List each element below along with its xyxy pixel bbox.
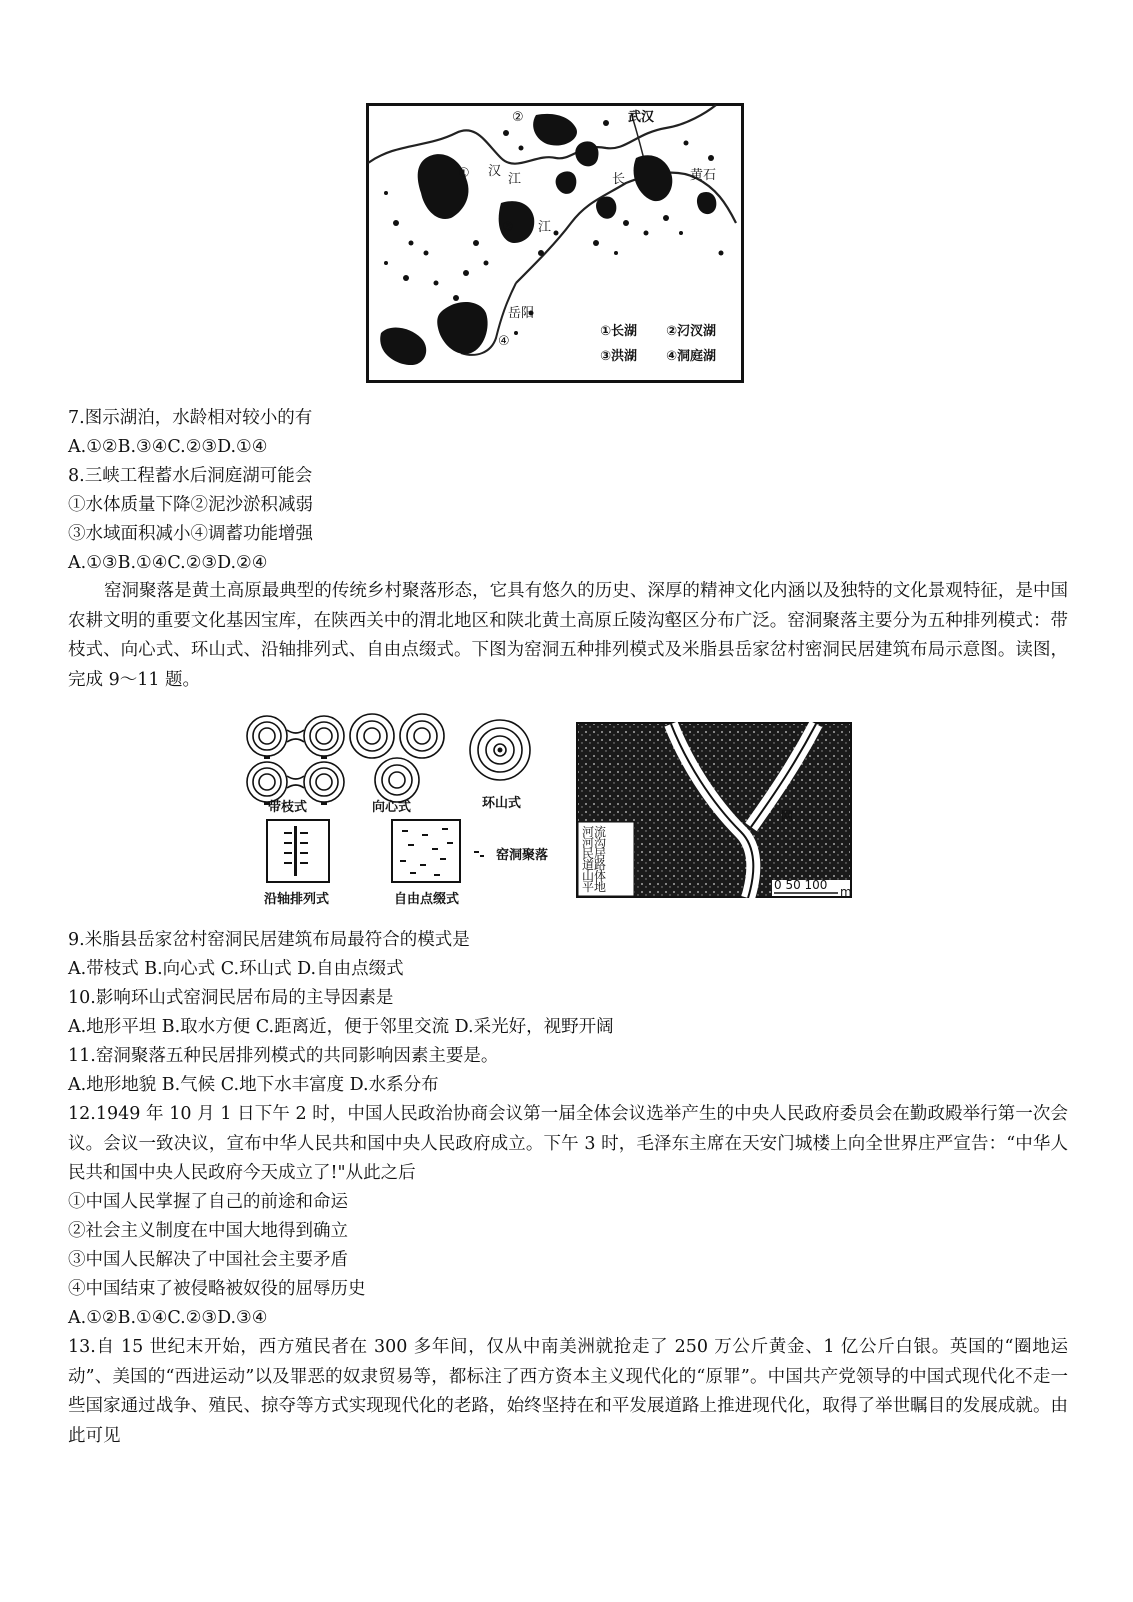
village-map-text: 网 (781, 809, 794, 823)
settlement-patterns-figure (242, 712, 582, 908)
village-layout-map-figure (576, 722, 852, 898)
q12-item-2: ②社会主义制度在中国大地得到确立 (68, 1221, 348, 1241)
map-legend-2: ②汈汊湖 (666, 324, 717, 339)
passage-yaodong: 窑洞聚落是黄土高原最典型的传统乡村聚落形态，它具有悠久的历史、深厚的精神文化内涵以及独特的文化景观特征，是中国农耕文明的重要文化基因宝库，在陕西关中的渭北地区和陕北黄土高原丘陵沟壑区分布广泛。窑洞聚落主要分为五种排列模式：带枝式、向心式、环山式、沿轴排列式、自由点缀式。下图为窑洞五种排列模式及米脂县岳家岔村密洞民居建筑布局示意图。读图，完成 9～11 题。 (68, 581, 1068, 690)
legend-river: 河流 (582, 825, 607, 839)
map-label-jiang2: 江 (538, 220, 552, 235)
q10-stem: 10.影响环山式窑洞民居布局的主导因素是 (68, 988, 394, 1008)
map-label-n3: ③ (502, 220, 514, 235)
q7-stem: 7.图示湖泊，水龄相对较小的有 (68, 408, 313, 428)
q8-options: A.①③B.①④C.②③D.②④ (68, 553, 268, 573)
q11-stem: 11.窑洞聚落五种民居排列模式的共同影响因素主要是。 (68, 1046, 499, 1066)
pattern-key-label: 窑洞聚落 (496, 848, 549, 863)
lakes-map (366, 103, 744, 383)
q8-items-2: ③水域面积减小④调蓄功能增强 (68, 524, 313, 544)
q12-item-3: ③中国人民解决了中国社会主要矛盾 (68, 1250, 348, 1270)
legend-dwelling: 民居 (582, 847, 607, 861)
map-label-jiang1: 江 (508, 172, 522, 187)
map-label-huangshi: 黄石 (690, 168, 717, 183)
pattern-label-ring: 环山式 (482, 796, 522, 811)
map-label-wuhan: 武汉 (628, 110, 655, 125)
map-label-yueyang: 岳阳 (508, 306, 535, 321)
q12-stem: 12.1949 年 10 月 1 日下午 2 时，中国人民政治协商会议第一届全体会议选举产生的中央人民政府委员会在勤政殿举行第一次会议。会议一致决议，宣布中华人民共和国中央人民政府成立。下午 3 时，毛泽东主席在天安门城楼上向全世界庄严宣告：“中华人民共和国中央人民政府今天成立了!"从此之后 (68, 1104, 1068, 1183)
q8-items-1: ①水体质量下降②泥沙淤积减弱 (68, 495, 313, 515)
q7-options: A.①②B.③④C.②③D.①④ (68, 437, 268, 457)
q13-stem: 13.自 15 世纪末开始，西方殖民者在 300 多年间，仅从中南美洲就抢走了 250 万公斤黄金、1 亿公斤白银。英国的“圈地运动”、美国的“西进运动”以及罪恶的奴隶贸易等，都标注了西方资本主义现代化的“原罪”。中国共产党领导的中国式现代化不走一些国家通过战争、殖民、掠夺等方式实现现代化的老路，始终坚持在和平发展道路上推进现代化，取得了举世瞩目的发展成就。由此可见 (68, 1337, 1068, 1446)
pattern-label-free: 自由点缀式 (394, 892, 460, 907)
village-layout-map (576, 722, 852, 898)
map-label-n1: ① (458, 166, 470, 181)
q8-stem: 8.三峡工程蓄水后洞庭湖可能会 (68, 466, 313, 486)
map-label-chang: 长 (612, 172, 626, 187)
scale-bar-unit: m (840, 885, 852, 898)
map-legend-1: ①长湖 (600, 324, 638, 339)
legend-gully: 河沟 (582, 836, 607, 850)
lakes-map-figure (366, 103, 744, 383)
scale-bar-values: 0 50 100 (774, 878, 828, 892)
pattern-label-branch: 带枝式 (268, 800, 308, 815)
map-label-han: 汉 (488, 164, 502, 179)
map-label-n4: ④ (498, 334, 510, 349)
pattern-label-axis: 沿轴排列式 (264, 892, 330, 907)
q11-options: A.地形地貌 B.气候 C.地下水丰富度 D.水系分布 (68, 1075, 439, 1095)
q12-item-4: ④中国结束了被侵略被奴役的屈辱历史 (68, 1279, 366, 1299)
map-legend-3: ③洪湖 (600, 349, 638, 364)
q12-item-1: ①中国人民掌握了自己的前途和命运 (68, 1192, 348, 1212)
q12-options: A.①②B.①④C.②③D.③④ (68, 1308, 268, 1328)
legend-mountain: 山体 (582, 869, 607, 883)
pattern-label-centripetal: 向心式 (372, 800, 412, 815)
map-label-n2: ② (512, 110, 524, 125)
q9-options: A.带枝式 B.向心式 C.环山式 D.自由点缀式 (68, 959, 404, 979)
q10-options: A.地形平坦 B.取水方便 C.距离近，便于邻里交流 D.采光好，视野开阔 (68, 1017, 614, 1037)
q9-stem: 9.米脂县岳家岔村窑洞民居建筑布局最符合的模式是 (68, 930, 470, 950)
legend-flat: 平地 (582, 880, 607, 894)
legend-road: 道路 (582, 858, 607, 872)
map-legend-4: ④洞庭湖 (666, 349, 717, 364)
